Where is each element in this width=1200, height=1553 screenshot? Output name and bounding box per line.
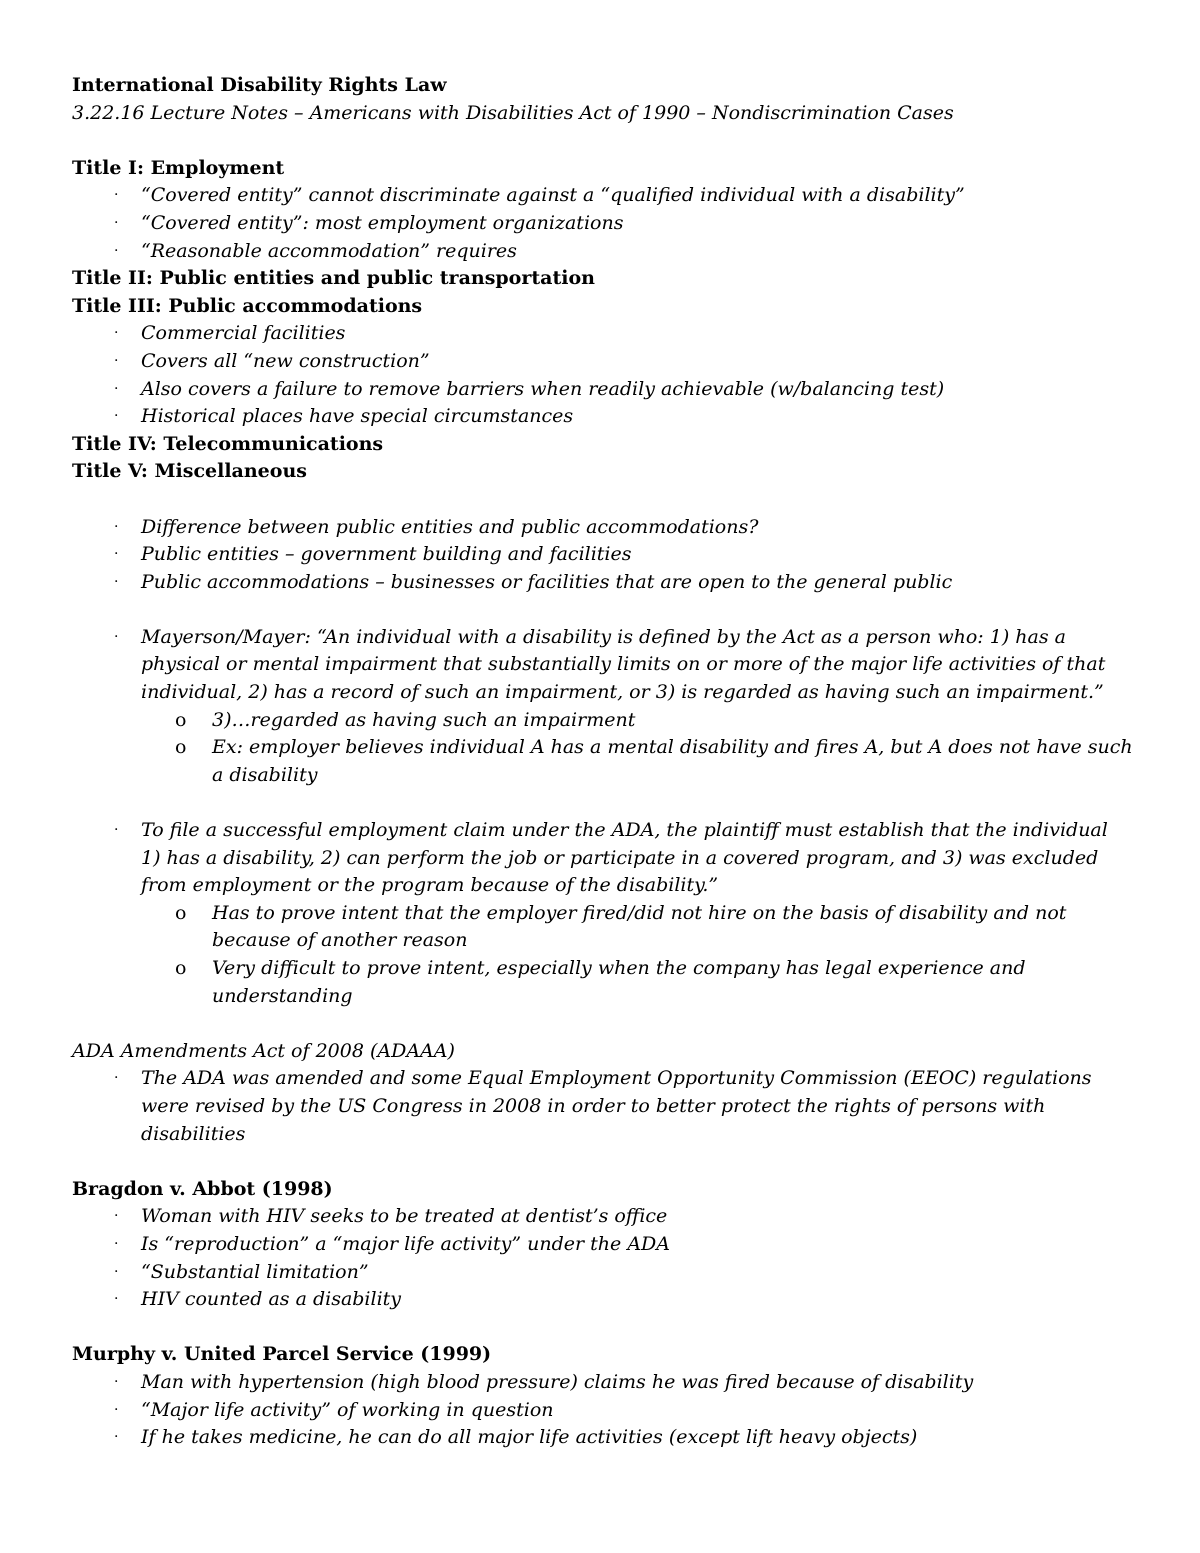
list-item-text: Difference between public entities and public accommodations? xyxy=(141,515,759,538)
spacer xyxy=(72,486,1140,514)
list-item-text: Historical places have special circumstances xyxy=(141,405,574,428)
bullet-icon: · xyxy=(114,1291,119,1308)
bullet-icon: · xyxy=(114,573,119,590)
sub-list-item xyxy=(175,955,1142,1010)
section-heading-murphy: Murphy v. United Parcel Service (1999) xyxy=(72,1343,492,1366)
title-3-list xyxy=(72,320,1140,430)
section-heading-adaaa: ADA Amendments Act of 2008 (ADAAA) xyxy=(72,1039,455,1062)
list-item xyxy=(114,320,1140,348)
list-item-text: Public accommodations – businesses or facilities that are open to the general public xyxy=(141,570,953,593)
spacer xyxy=(72,1010,1140,1038)
bullet-icon: · xyxy=(114,380,119,397)
spacer xyxy=(72,127,1140,155)
bullet-icon: · xyxy=(114,1235,119,1252)
circle-bullet-icon: o xyxy=(175,901,187,924)
list-item xyxy=(114,1231,1140,1259)
list-item-text: “Covered entity”: most employment organizations xyxy=(141,211,624,234)
list-item-text: Commercial facilities xyxy=(141,322,346,345)
list-item xyxy=(114,376,1140,404)
sub-list-item xyxy=(175,707,1131,735)
bullet-icon: · xyxy=(114,546,119,563)
circle-bullet-icon: o xyxy=(175,736,187,759)
bullet-icon: · xyxy=(114,518,119,535)
list-item xyxy=(114,1065,1131,1148)
list-item-text: To file a successful employment claim under the ADA, the plaintiff must establish that the individual 1) has a disability, 2) can perform the job or participate in a covered program, and 3) was excluded from employment or the program because of the disability.” xyxy=(141,819,1108,897)
list-item xyxy=(114,569,1140,597)
document-title: International Disability Rights Law xyxy=(72,74,447,96)
section-heading-bragdon: Bragdon v. Abbot (1998) xyxy=(72,1177,333,1200)
bragdon-list xyxy=(72,1203,1140,1313)
sub-list-item-text: Very difficult to prove intent, especially when the company has legal experience and understanding xyxy=(212,957,1026,1007)
section-heading-title-1: Title I: Employment xyxy=(72,156,285,179)
list-item-text: Mayerson/Mayer: “An individual with a disability is defined by the Act as a person who: 1) has a physical or mental impairment that substantially limits on or more of the major life activities of that individual, 2) has a record of such an impairment, or 3) is regarded as having such an impairment.” xyxy=(141,625,1106,704)
bullet-icon: · xyxy=(114,187,119,204)
bullet-icon: · xyxy=(114,214,119,231)
bullet-icon: · xyxy=(114,352,119,369)
list-item-text: Public entities – government building and facilities xyxy=(141,543,632,566)
list-item xyxy=(114,238,1140,266)
bullet-icon: · xyxy=(114,1208,119,1225)
document-subtitle: 3.22.16 Lecture Notes – Americans with Disabilities Act of 1990 – Nondiscrimination Cases xyxy=(72,101,954,124)
list-item-text: The ADA was amended and some Equal Employment Opportunity Commission (EEOC) regulations were revised by the US Congress in 2008 in order to better protect the rights of persons with disabilities xyxy=(141,1067,1092,1145)
bullet-icon: · xyxy=(114,1429,119,1446)
list-item xyxy=(114,1203,1140,1231)
section-heading-title-3: Title III: Public accommodations xyxy=(72,294,423,317)
sub-list-item xyxy=(175,900,1142,955)
bullet-icon: · xyxy=(114,628,119,645)
list-item-text: Is “reproduction” a “major life activity” under the ADA xyxy=(141,1232,670,1255)
sub-list-item xyxy=(175,734,1142,789)
list-item xyxy=(114,1259,1140,1287)
title-1-list xyxy=(72,182,1140,265)
bullet-icon: · xyxy=(114,1401,119,1418)
difference-list xyxy=(72,514,1140,597)
circle-bullet-icon: o xyxy=(175,957,187,979)
list-item xyxy=(114,348,1140,376)
list-item xyxy=(114,1369,1140,1397)
bullet-icon: · xyxy=(114,1070,119,1087)
spacer xyxy=(72,1148,1140,1176)
mayerson-list xyxy=(72,624,1140,790)
bullet-icon: · xyxy=(114,822,119,839)
bullet-icon: · xyxy=(114,1263,119,1280)
spacer xyxy=(72,1314,1140,1342)
list-item xyxy=(114,541,1140,569)
section-heading-title-5: Title V: Miscellaneous xyxy=(72,460,307,483)
list-item-text: “Reasonable accommodation” requires xyxy=(141,239,517,262)
bullet-icon: · xyxy=(114,1373,119,1390)
list-item xyxy=(114,1286,1140,1314)
list-item xyxy=(114,817,1131,1010)
sub-list-item-text: 3)…regarded as having such an impairment xyxy=(212,708,636,731)
list-item-text: Covers all “new construction” xyxy=(141,349,430,372)
sub-list-item-text: Ex: employer believes individual A has a mental disability and fires A, but A does not have such a disability xyxy=(212,736,1133,786)
list-item-text: If he takes medicine, he can do all major life activities (except lift heavy objects) xyxy=(141,1426,918,1449)
list-item xyxy=(114,1397,1140,1425)
section-heading-title-4: Title IV: Telecommunications xyxy=(72,432,384,455)
list-item xyxy=(114,182,1140,210)
claim-list xyxy=(72,817,1140,1010)
sub-list xyxy=(141,707,1131,790)
spacer xyxy=(72,596,1140,624)
bullet-icon: · xyxy=(114,408,119,425)
bullet-icon: · xyxy=(114,325,119,342)
section-heading-title-2: Title II: Public entities and public transportation xyxy=(72,267,595,290)
list-item xyxy=(114,1424,1140,1452)
adaaa-list xyxy=(72,1065,1140,1148)
list-item-text: “Major life activity” of working in question xyxy=(141,1398,554,1421)
list-item xyxy=(114,624,1133,790)
murphy-list xyxy=(72,1369,1140,1452)
list-item-text: “Covered entity” cannot discriminate against a “qualified individual with a disability” xyxy=(141,184,965,207)
circle-bullet-icon: o xyxy=(175,708,187,731)
list-item-text: Man with hypertension (high blood pressure) claims he was fired because of disability xyxy=(141,1370,974,1393)
list-item xyxy=(114,210,1140,238)
bullet-icon: · xyxy=(114,242,119,259)
list-item-text: Woman with HIV seeks to be treated at dentist’s office xyxy=(141,1205,668,1228)
list-item-text: HIV counted as a disability xyxy=(141,1288,402,1311)
spacer xyxy=(72,789,1140,817)
list-item xyxy=(114,403,1140,431)
sub-list-item-text: Has to prove intent that the employer fired/did not hire on the basis of disability and not because of another reason xyxy=(212,901,1067,952)
sub-list xyxy=(141,900,1131,1010)
list-item xyxy=(114,514,1140,542)
list-item-text: Also covers a failure to remove barriers when readily achievable (w/balancing test) xyxy=(141,377,945,400)
list-item-text: “Substantial limitation” xyxy=(141,1260,369,1283)
